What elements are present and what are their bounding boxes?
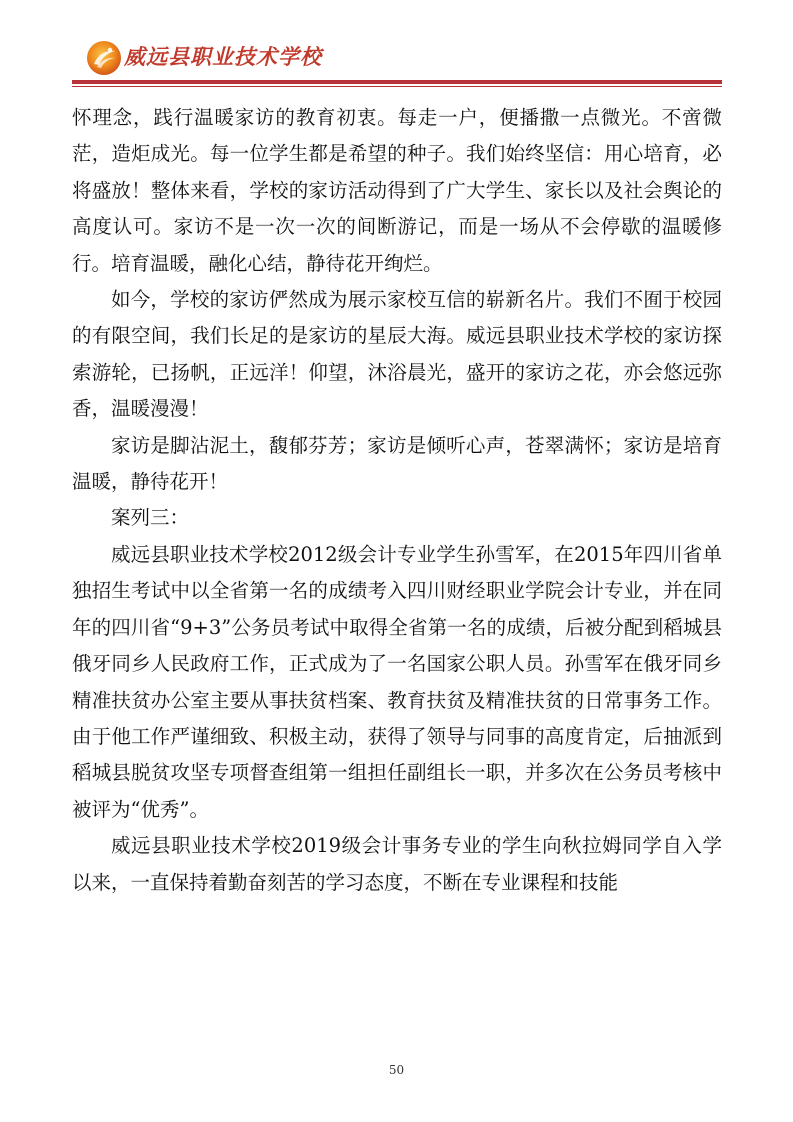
- school-emblem-icon: [86, 40, 122, 76]
- page-number: 50: [388, 1063, 405, 1077]
- header-rule-thick: [72, 80, 722, 84]
- header-rule-thin: [72, 86, 722, 87]
- paragraph-home-visit-card: 如今，学校的家访俨然成为展示家校互信的崭新名片。我们不囿于校园的有限空间，我们长足的是家访的星辰大海。威远县职业技术学校的家访探索游轮，已扬帆，正远洋！仰望，沐浴晨光，盛开的家访之花，亦会悠远弥香，温暖漫漫！: [72, 288, 722, 421]
- case-heading: 案列三：: [111, 506, 190, 530]
- page-header: [72, 28, 722, 88]
- document-body: [72, 100, 722, 901]
- paragraph-case-student-1: 威远县职业技术学校2012级会计专业学生孙雪军，在2015年四川省单独招生考试中以全省第一名的成绩考入四川财经职业学院会计专业，并在同年的四川省“9+3”公务员考试中取得全省第一名的成绩，后被分配到稻城县俄牙同乡人民政府工作，正式成为了一名国家公职人员。孙雪军在俄牙同乡精准扶贫办公室主要从事扶贫档案、教育扶贫及精准扶贫的日常事务工作。由于他工作严谨细致、积极主动，获得了领导与同事的高度肯定，后抽派到稻城县脱贫攻坚专项督查组第一组担任副组长一职，并多次在公务员考核中被评为“优秀”。: [72, 542, 722, 821]
- paragraph-continuation: 怀理念，践行温暖家访的教育初衷。每走一户，便播撒一点微光。不啻微茫，造炬成光。每一位学生都是希望的种子。我们始终坚信：用心培育，必将盛放！整体来看，学校的家访活动得到了广大学生、家长以及社会舆论的高度认可。家访不是一次一次的间断游记，而是一场从不会停歇的温暖修行。培育温暖，融化心结，静待花开绚烂。: [72, 106, 722, 275]
- paragraph-case-student-2: 威远县职业技术学校2019级会计事务专业的学生向秋拉姆同学自入学以来，一直保持着勤奋刻苦的学习态度，不断在专业课程和技能: [72, 834, 722, 894]
- paragraph-home-visit-summary: 家访是脚沾泥土，馥郁芬芳；家访是倾听心声，苍翠满怀；家访是培育温暖，静待花开！: [72, 433, 722, 494]
- school-name: 威远县职业技术学校: [124, 45, 322, 69]
